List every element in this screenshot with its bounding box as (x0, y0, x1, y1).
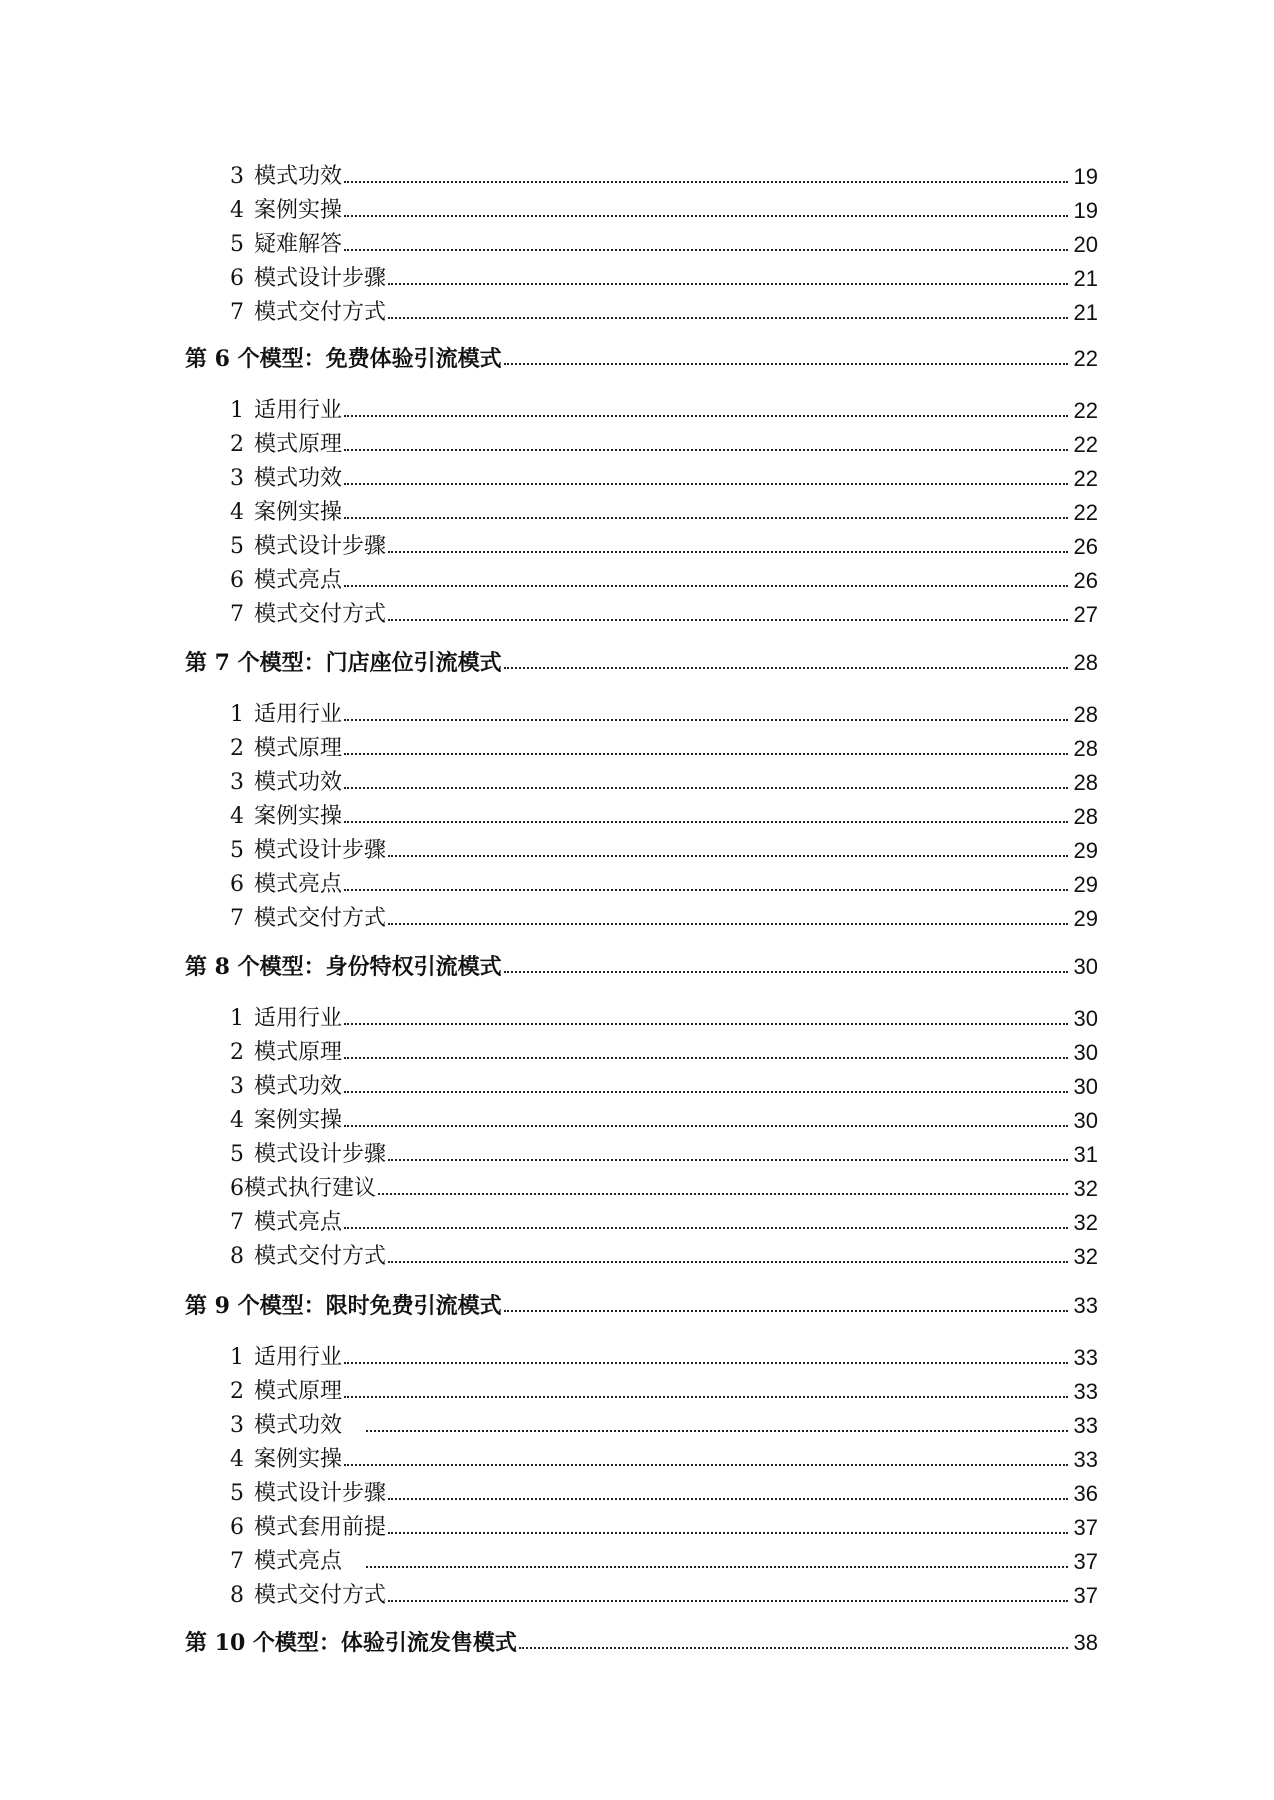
toc-section-entry[interactable] (230, 1238, 1098, 1268)
toc-page-number: 22 (1073, 398, 1098, 423)
toc-entry-title: 模式原理 (254, 1040, 343, 1065)
toc-entry-number: 7 (230, 300, 244, 325)
toc-entry-number: 6 (230, 568, 244, 593)
dot-leader (344, 1057, 1068, 1059)
toc-entry-number: 6 (230, 872, 244, 897)
toc-page-number: 32 (1073, 1176, 1098, 1201)
toc-entry-number: 3 (230, 1413, 244, 1438)
toc-section-entry[interactable] (230, 1475, 1098, 1505)
toc-section-entry[interactable] (230, 730, 1098, 760)
dot-leader (344, 821, 1068, 823)
toc-page-number: 37 (1073, 1583, 1098, 1608)
toc-entry-title: 案例实操 (254, 804, 343, 829)
toc-entry-title: 模式亮点 (254, 872, 343, 897)
toc-section-entry[interactable] (230, 562, 1098, 592)
toc-entry-number: 1 (230, 1345, 244, 1370)
toc-page-number: 29 (1073, 872, 1098, 897)
toc-entry-number: 4 (230, 500, 244, 525)
toc-entry-number: 5 (230, 1142, 244, 1167)
dot-leader (344, 1091, 1068, 1093)
dot-leader (344, 1362, 1068, 1364)
dot-leader (504, 1310, 1068, 1312)
toc-entry-title: 模式原理 (254, 432, 343, 457)
toc-entry-number: 8 (230, 1244, 244, 1269)
toc-page-number: 30 (1073, 1040, 1098, 1065)
dot-leader (344, 1396, 1068, 1398)
toc-section-entry[interactable] (230, 1373, 1098, 1403)
toc-entry-title: 模式原理 (254, 1379, 343, 1404)
toc-section-entry[interactable] (230, 1068, 1098, 1098)
toc-entry-number: 4 (230, 198, 244, 223)
toc-entry-title: 模式执行建议 (244, 1176, 377, 1201)
dot-leader (388, 1261, 1068, 1263)
toc-chapter-entry[interactable] (185, 644, 1098, 674)
dot-leader (344, 449, 1068, 451)
toc-entry-number: 3 (230, 1074, 244, 1099)
toc-chapter-entry[interactable] (185, 340, 1098, 370)
toc-page-number: 28 (1073, 804, 1098, 829)
toc-entry-title: 第 8 个模型：身份特权引流模式 (185, 954, 502, 980)
toc-page-number: 33 (1073, 1379, 1098, 1404)
toc-entry-title: 适用行业 (254, 1345, 343, 1370)
dot-leader (388, 1600, 1068, 1602)
toc-section-entry[interactable] (230, 1577, 1098, 1607)
toc-page-number: 31 (1073, 1142, 1098, 1167)
toc-entry-title: 模式交付方式 (254, 1583, 387, 1608)
dot-leader (388, 317, 1068, 319)
toc-entry-number: 8 (230, 1583, 244, 1608)
toc-page-number: 30 (1073, 1006, 1098, 1031)
toc-section-entry[interactable] (230, 866, 1098, 896)
toc-section-entry[interactable] (230, 1204, 1098, 1234)
toc-page-number: 36 (1073, 1481, 1098, 1506)
toc-page-number: 28 (1073, 650, 1098, 675)
toc-section-entry[interactable] (230, 696, 1098, 726)
toc-page-number: 37 (1073, 1515, 1098, 1540)
dot-leader (344, 483, 1068, 485)
dot-leader (344, 215, 1068, 217)
dot-leader (388, 619, 1068, 621)
toc-entry-title: 模式套用前提 (254, 1515, 387, 1540)
toc-entry-number: 6 (230, 1515, 244, 1540)
toc-entry-number: 7 (230, 1210, 244, 1235)
toc-entry-title: 模式设计步骤 (254, 266, 387, 291)
toc-page-number: 19 (1073, 164, 1098, 189)
toc-section-entry[interactable] (230, 1543, 1098, 1573)
toc-entry-title: 适用行业 (254, 398, 343, 423)
toc-section-entry[interactable] (230, 1102, 1098, 1132)
toc-entry-number: 1 (230, 1006, 244, 1031)
dot-leader (344, 753, 1068, 755)
toc-section-entry[interactable] (230, 1407, 1098, 1437)
toc-page-number: 33 (1073, 1293, 1098, 1318)
toc-entry-title: 模式亮点 (254, 1549, 343, 1574)
dot-leader (388, 551, 1068, 553)
dot-leader (378, 1193, 1068, 1195)
toc-entry-number: 4 (230, 1447, 244, 1472)
toc-section-entry[interactable] (230, 392, 1098, 422)
toc-entry-title: 案例实操 (254, 1447, 343, 1472)
toc-page-number: 19 (1073, 198, 1098, 223)
toc-page-number: 21 (1073, 300, 1098, 325)
toc-entry-number: 1 (230, 702, 244, 727)
toc-section-entry[interactable] (230, 192, 1098, 222)
dot-leader (344, 249, 1068, 251)
toc-section-entry[interactable] (230, 158, 1098, 188)
toc-entry-title: 案例实操 (254, 1108, 343, 1133)
toc-page-number: 22 (1073, 432, 1098, 457)
toc-section-entry[interactable] (230, 528, 1098, 558)
toc-page-number: 32 (1073, 1244, 1098, 1269)
dot-leader (388, 1498, 1068, 1500)
toc-entry-title: 模式功效 (254, 466, 343, 491)
toc-entry-title: 第 7 个模型：门店座位引流模式 (185, 650, 502, 676)
toc-entry-number: 5 (230, 232, 244, 257)
toc-page-number: 33 (1073, 1447, 1098, 1472)
toc-page-number: 30 (1073, 954, 1098, 979)
toc-page-number: 33 (1073, 1413, 1098, 1438)
toc-page-number: 29 (1073, 906, 1098, 931)
toc-entry-number: 4 (230, 1108, 244, 1133)
toc-page-number: 22 (1073, 466, 1098, 491)
toc-entry-title: 模式亮点 (254, 1210, 343, 1235)
toc-section-entry[interactable] (230, 1136, 1098, 1166)
toc-page-number: 30 (1073, 1108, 1098, 1133)
toc-entry-number: 7 (230, 602, 244, 627)
dot-leader (388, 1532, 1068, 1534)
dot-leader (344, 585, 1068, 587)
dot-leader (504, 363, 1068, 365)
dot-leader (344, 787, 1068, 789)
dot-leader (366, 1430, 1068, 1432)
toc-entry-title: 模式功效 (254, 164, 343, 189)
toc-entry-title: 模式设计步骤 (254, 1142, 387, 1167)
toc-entry-title: 模式功效 (254, 1074, 343, 1099)
toc-section-entry[interactable] (230, 294, 1098, 324)
toc-entry-title: 第 9 个模型：限时免费引流模式 (185, 1293, 502, 1319)
toc-section-entry[interactable] (230, 832, 1098, 862)
toc-page-number: 32 (1073, 1210, 1098, 1235)
toc-section-entry[interactable] (230, 1034, 1098, 1064)
dot-leader (388, 855, 1068, 857)
toc-entry-number: 5 (230, 838, 244, 863)
toc-entry-title: 模式亮点 (254, 568, 343, 593)
toc-section-entry[interactable] (230, 798, 1098, 828)
dot-leader (344, 889, 1068, 891)
toc-section-entry[interactable] (230, 1509, 1098, 1539)
toc-entry-number: 4 (230, 804, 244, 829)
toc-section-entry[interactable] (230, 460, 1098, 490)
toc-page-number: 33 (1073, 1345, 1098, 1370)
toc-entry-title: 模式交付方式 (254, 602, 387, 627)
toc-entry-title: 模式设计步骤 (254, 1481, 387, 1506)
toc-section-entry[interactable] (230, 1441, 1098, 1471)
dot-leader (388, 1159, 1068, 1161)
dot-leader (504, 971, 1068, 973)
dot-leader (344, 415, 1068, 417)
toc-page-number: 28 (1073, 702, 1098, 727)
toc-page-number: 22 (1073, 346, 1098, 371)
dot-leader (344, 181, 1068, 183)
toc-section-entry[interactable] (230, 226, 1098, 256)
toc-page-number: 28 (1073, 736, 1098, 761)
toc-section-entry[interactable] (230, 1339, 1098, 1369)
toc-entry-title: 模式设计步骤 (254, 838, 387, 863)
toc-entry-number: 5 (230, 1481, 244, 1506)
toc-entry-title: 模式交付方式 (254, 906, 387, 931)
toc-entry-title: 模式功效 (254, 1413, 343, 1438)
toc-entry-number: 6 (230, 1176, 244, 1201)
toc-section-entry[interactable] (230, 494, 1098, 524)
toc-page-number: 28 (1073, 770, 1098, 795)
toc-entry-title: 模式交付方式 (254, 1244, 387, 1269)
toc-page-number: 30 (1073, 1074, 1098, 1099)
toc-entry-title: 第 6 个模型：免费体验引流模式 (185, 346, 502, 372)
toc-entry-number: 1 (230, 398, 244, 423)
toc-page-number: 38 (1073, 1630, 1098, 1655)
dot-leader (388, 923, 1068, 925)
toc-entry-number: 5 (230, 534, 244, 559)
toc-entry-title: 适用行业 (254, 1006, 343, 1031)
toc-section-entry[interactable] (230, 764, 1098, 794)
dot-leader (388, 283, 1068, 285)
toc-entry-title: 第 10 个模型：体验引流发售模式 (185, 1630, 517, 1656)
toc-entry-title: 疑难解答 (254, 232, 343, 257)
toc-chapter-entry[interactable] (185, 1624, 1098, 1654)
toc-page-number: 37 (1073, 1549, 1098, 1574)
dot-leader (504, 667, 1068, 669)
toc-section-entry[interactable] (230, 260, 1098, 290)
toc-entry-number: 6 (230, 266, 244, 291)
toc-page-number: 21 (1073, 266, 1098, 291)
toc-entry-title: 案例实操 (254, 198, 343, 223)
toc-entry-number: 3 (230, 164, 244, 189)
toc-entry-number: 2 (230, 1040, 244, 1065)
toc-page-number: 22 (1073, 500, 1098, 525)
dot-leader (344, 1023, 1068, 1025)
toc-section-entry[interactable] (230, 1170, 1098, 1200)
toc-entry-title: 模式功效 (254, 770, 343, 795)
toc-chapter-entry[interactable] (185, 948, 1098, 978)
dot-leader (344, 1464, 1068, 1466)
toc-entry-number: 7 (230, 1549, 244, 1574)
toc-entry-number: 7 (230, 906, 244, 931)
toc-entry-number: 2 (230, 432, 244, 457)
dot-leader (344, 1125, 1068, 1127)
dot-leader (519, 1647, 1068, 1649)
toc-entry-title: 案例实操 (254, 500, 343, 525)
toc-entry-title: 模式交付方式 (254, 300, 387, 325)
toc-section-entry[interactable] (230, 1000, 1098, 1030)
dot-leader (344, 719, 1068, 721)
toc-entry-number: 3 (230, 770, 244, 795)
toc-entry-number: 2 (230, 1379, 244, 1404)
toc-page-number: 26 (1073, 534, 1098, 559)
toc-page-number: 27 (1073, 602, 1098, 627)
dot-leader (344, 1227, 1068, 1229)
toc-page-number: 26 (1073, 568, 1098, 593)
toc-entry-number: 3 (230, 466, 244, 491)
toc-entry-title: 模式原理 (254, 736, 343, 761)
toc-section-entry[interactable] (230, 596, 1098, 626)
toc-page-number: 29 (1073, 838, 1098, 863)
toc-entry-title: 模式设计步骤 (254, 534, 387, 559)
toc-entry-number: 2 (230, 736, 244, 761)
toc-page-number: 20 (1073, 232, 1098, 257)
dot-leader (366, 1566, 1068, 1568)
toc-section-entry[interactable] (230, 426, 1098, 456)
toc-entry-title: 适用行业 (254, 702, 343, 727)
toc-chapter-entry[interactable] (185, 1287, 1098, 1317)
dot-leader (344, 517, 1068, 519)
toc-section-entry[interactable] (230, 900, 1098, 930)
